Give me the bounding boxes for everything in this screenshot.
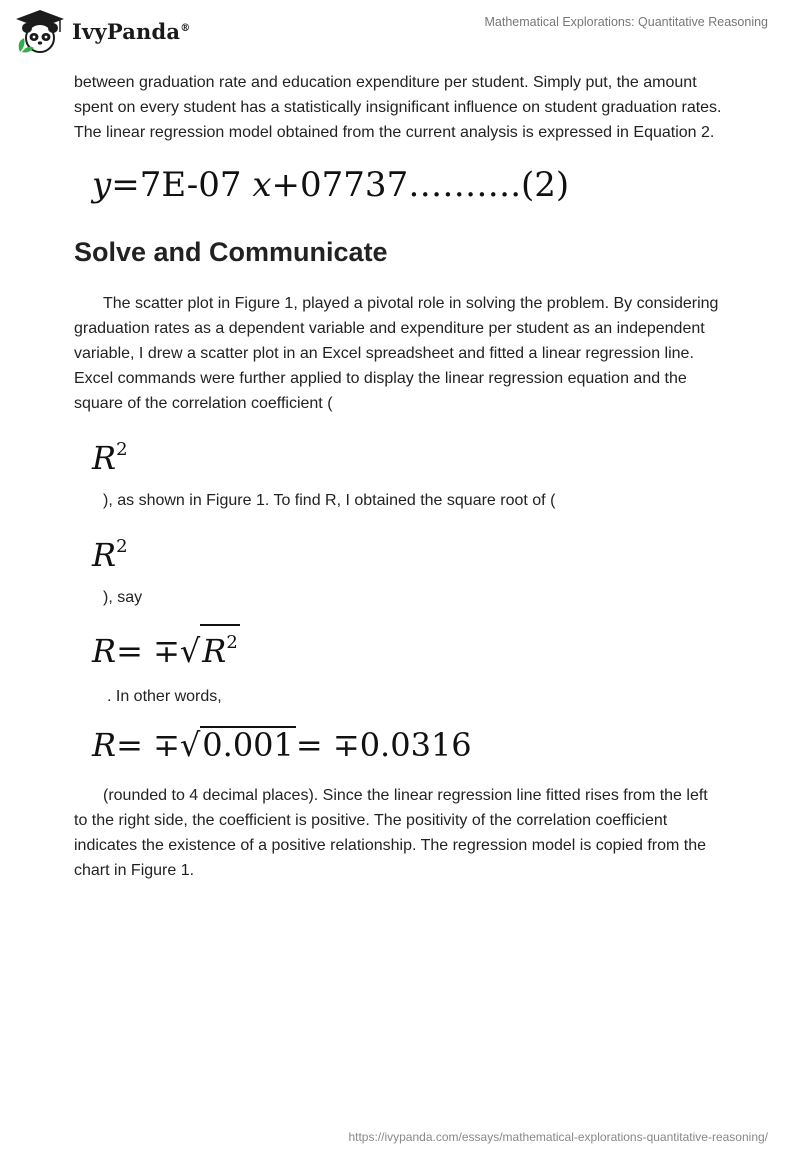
page-header xyxy=(0,0,800,70)
r-squared-formula-2: $R^2$ xyxy=(92,536,128,574)
r-squared-formula: $R^2$ xyxy=(92,439,128,477)
text-other-words: . In other words, xyxy=(107,688,222,705)
text-say: ), say xyxy=(103,589,143,606)
paragraph-intro: between graduation rate and education expenditure per student. Simply put, the amount spent on every student has a statistically insignificant influence on student graduation rates. The linear regression model obtained from the current analysis is expressed in Equation 2. xyxy=(74,74,722,141)
essay-content xyxy=(74,70,724,883)
brand-name: IvyPanda® xyxy=(72,18,191,44)
panda-mascot-icon xyxy=(14,8,66,54)
section-heading: Solve and Communicate xyxy=(74,237,388,267)
document-title: Mathematical Explorations: Quantitative Reasoning xyxy=(484,15,768,29)
source-url[interactable]: https://ivypanda.com/essays/mathematical-explorations-quantitative-reasoning/ xyxy=(348,1130,768,1144)
text-as-shown: ), as shown in Figure 1. To find R, I obtained the square root of ( xyxy=(103,492,556,509)
brand-logo[interactable] xyxy=(14,8,190,54)
equation-r-sqrt: $R= \mp√R^2$ xyxy=(92,624,724,684)
paragraph-final: (rounded to 4 decimal places). Since the linear regression line fitted rises from the left to the right side, the coefficient is positive. The positivity of the correlation coefficient indicates the existence of a positive relationship. The regression model is copied from the chart in Figure 1. xyxy=(74,787,708,879)
equation-2: y=7E-07 x+07737……….(2) xyxy=(92,165,570,205)
equation-r-value: R= ∓√0.001= ∓0.0316 xyxy=(92,726,472,764)
paragraph-solve: The scatter plot in Figure 1, played a pivotal role in solving the problem. By considering graduation rates as a dependent variable and expenditure per student as an independent variable, I drew a scatter plot in an Excel spreadsheet and fitted a linear regression line. Excel commands were further applied to display the linear regression equation and the square of the correlation coefficient ( xyxy=(74,295,719,412)
